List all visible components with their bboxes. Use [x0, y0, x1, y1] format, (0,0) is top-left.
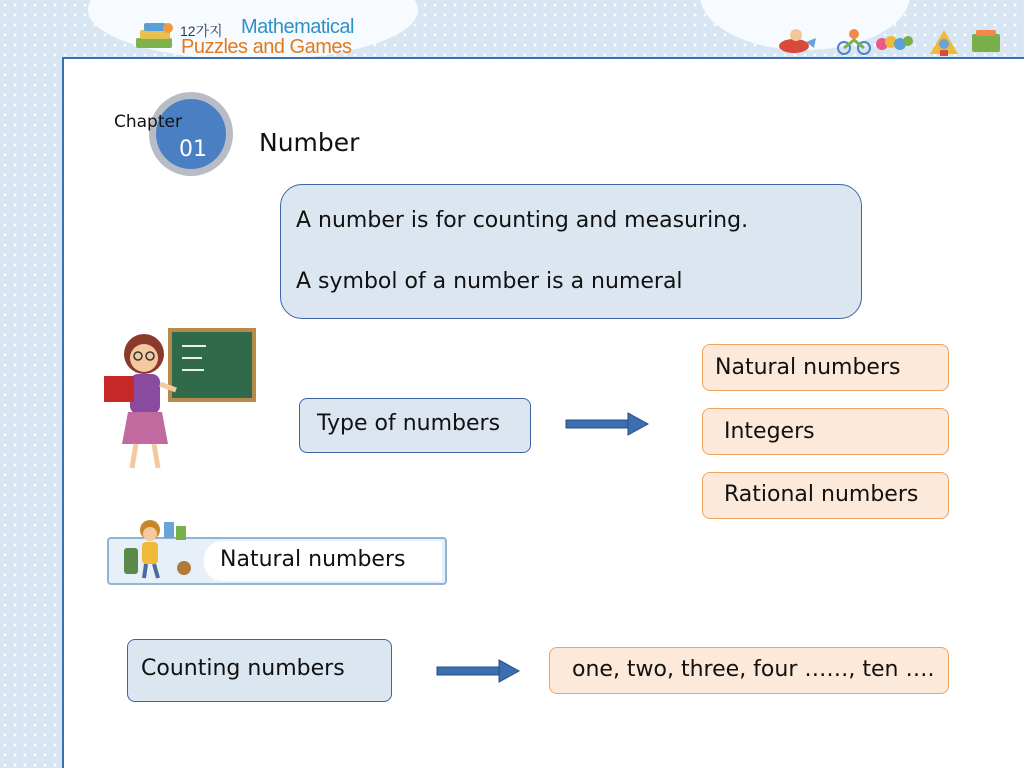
- counting-examples: one, two, three, four ……, ten ….: [572, 657, 935, 682]
- left-divider: [62, 57, 64, 768]
- book-icon: [966, 24, 1006, 58]
- option-rational-numbers: Rational numbers: [724, 482, 919, 507]
- right-arrow-icon: [435, 657, 523, 685]
- logo-title-line2: Puzzles and Games: [181, 36, 352, 58]
- logo-title-line1: Mathematical: [241, 16, 354, 38]
- plane-kid-icon: [776, 24, 816, 58]
- section-title: Natural numbers: [220, 547, 406, 572]
- option-integers: Integers: [724, 419, 815, 444]
- teacher-illustration: [102, 326, 256, 476]
- chapter-label: Chapter: [114, 112, 182, 132]
- definition-box: [280, 184, 862, 319]
- right-arrow-icon: [564, 410, 652, 438]
- chapter-number: 01: [179, 137, 207, 162]
- option-natural-numbers: Natural numbers: [715, 355, 901, 380]
- rocket-kid-icon: [924, 24, 964, 58]
- books-logo-icon: [132, 20, 176, 54]
- chapter-title: Number: [259, 128, 360, 157]
- bike-kids-icon: [834, 24, 874, 58]
- counting-numbers-label: Counting numbers: [141, 656, 345, 681]
- definition-line-1: A number is for counting and measuring.: [296, 208, 749, 233]
- caterpillar-icon: [874, 24, 914, 58]
- type-of-numbers-label: Type of numbers: [317, 411, 501, 436]
- definition-line-2: A symbol of a number is a numeral: [296, 269, 683, 294]
- logo-korean-text: 12가지: [180, 23, 223, 39]
- kids-reading-icon: [114, 516, 202, 582]
